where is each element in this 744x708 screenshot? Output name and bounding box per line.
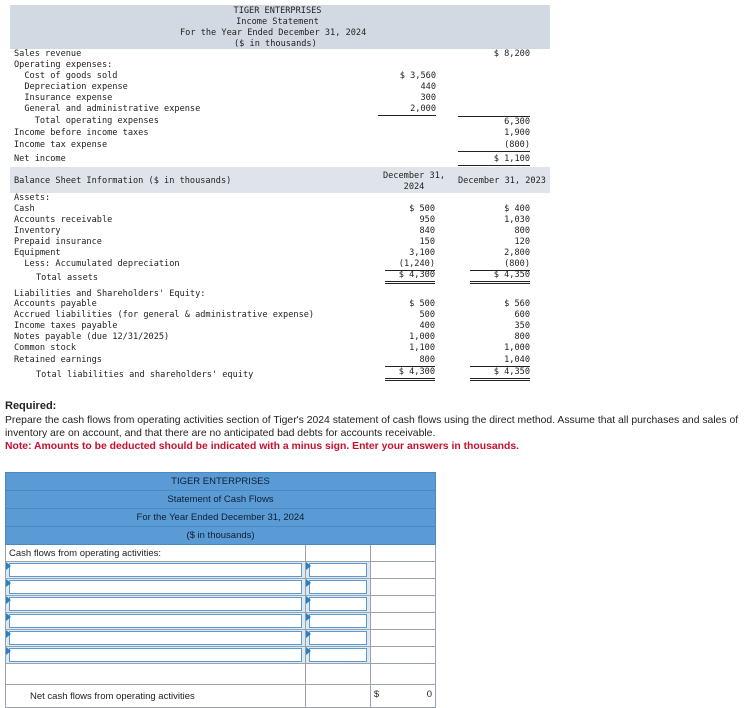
bs-asset-2023: $ 400 (504, 204, 530, 214)
required-text: Prepare the cash flows from operating activities section of Tiger's 2024 statement of cash flows using the direct method. Assume that all purchases and sales of inventory are on account, and that there are no anticipated bad debts for accounts receivable. (5, 415, 739, 439)
bs-liab-2023: 1,040 (470, 355, 530, 367)
bs-liab-2023: 600 (514, 310, 530, 320)
bs-liab-label: Retained earnings (14, 355, 102, 365)
cf-line-amount-input[interactable] (305, 596, 370, 613)
required-note: Note: Amounts to be deducted should be indicated with a minus sign. Enter your answers in thousands. (5, 441, 520, 452)
is-row-amount-1: 2,000 (378, 104, 436, 116)
is-row-label: Operating expenses: (14, 60, 113, 70)
is-row-label: Insurance expense (14, 93, 113, 103)
bs-asset-2024: 840 (419, 226, 435, 236)
cf-net-total (370, 685, 435, 708)
bs-liab-2023: 800 (514, 332, 530, 342)
bs-asset-label: Cash (14, 204, 35, 214)
cash-flow-table (5, 472, 436, 708)
bs-asset-label: Accounts receivable (14, 215, 113, 225)
bs-liab-2023: 350 (514, 321, 530, 331)
bs-total-assets-2024: $ 4,300 (385, 270, 435, 284)
cf-line-label-input[interactable] (6, 630, 306, 647)
is-period: For the Year Ended December 31, 2024 (180, 28, 367, 38)
bs-asset-2024: 3,100 (409, 248, 435, 258)
bs-asset-label: Less: Accumulated depreciation (14, 259, 180, 269)
cf-line-label-input[interactable] (6, 647, 306, 664)
bs-liab-label: Notes payable (due 12/31/2025) (14, 332, 170, 342)
is-title: Income Statement (236, 17, 319, 27)
is-company: TIGER ENTERPRISES (233, 6, 322, 16)
bs-liab-2023: $ 560 (504, 299, 530, 309)
bs-assets-heading: Assets: (14, 193, 51, 203)
bs-liab-heading: Liabilities and Shareholders' Equity: (14, 289, 206, 299)
bs-liab-2024: 1,000 (409, 332, 435, 342)
required-title: Required: (5, 400, 57, 412)
bs-col-2023: December 31, 2023 (458, 176, 546, 186)
cf-line-amount-input[interactable] (305, 647, 370, 664)
cf-section-label: Cash flows from operating activities: (6, 545, 306, 562)
bs-asset-2023: 1,030 (504, 215, 530, 225)
bs-asset-2024: 150 (419, 237, 435, 247)
bs-total-assets-2023: $ 4,350 (470, 270, 530, 284)
bs-total-assets-label: Total assets (36, 273, 99, 283)
bs-liab-2024: $ 500 (409, 299, 435, 309)
bs-asset-2023: 120 (514, 237, 530, 247)
is-units: ($ in thousands) (234, 39, 317, 49)
is-row-amount-1: 440 (420, 82, 436, 92)
cf-line-label-input[interactable] (6, 562, 306, 579)
is-row-label: Net income (14, 154, 66, 164)
is-row-label: Income before income taxes (14, 128, 149, 138)
bs-asset-label: Equipment (14, 248, 61, 258)
bs-asset-2024: (1,240) (385, 259, 435, 271)
bs-asset-2024: $ 500 (409, 204, 435, 214)
bs-asset-label: Inventory (14, 226, 61, 236)
cf-line-label-input[interactable] (6, 613, 306, 630)
cf-line-amount-input[interactable] (305, 579, 370, 596)
is-row-amount-1: $ 3,560 (399, 71, 436, 81)
bs-liab-2024: 800 (385, 355, 435, 367)
is-row-label: Sales revenue (14, 49, 82, 59)
is-row-amount-2: $ 8,200 (493, 49, 530, 59)
bs-liab-2024: 400 (419, 321, 435, 331)
cf-net-value: 0 (426, 689, 432, 700)
cf-line-label-input[interactable] (6, 579, 306, 596)
bs-asset-2023: 2,800 (504, 248, 530, 258)
is-row-amount-2: 6,300 (458, 116, 530, 128)
is-row-label: Total operating expenses (14, 116, 159, 126)
is-row-amount-2: 1,900 (504, 128, 530, 138)
is-row-amount-1: 300 (420, 93, 436, 103)
is-row-label: Depreciation expense (14, 82, 128, 92)
cf-net-currency: $ (373, 689, 380, 700)
bs-liab-label: Accrued liabilities (for general & administrative expense) (14, 310, 315, 320)
bs-asset-label: Prepaid insurance (14, 237, 102, 247)
cf-title: Statement of Cash Flows (6, 491, 436, 509)
cf-line-amount-input[interactable] (305, 613, 370, 630)
bs-asset-2024: 950 (419, 215, 435, 225)
bs-total-liab-2023: $ 4,350 (470, 367, 530, 381)
cf-line-amount-input[interactable] (305, 562, 370, 579)
bs-liab-2023: 1,000 (504, 343, 530, 353)
is-row-amount-2: (800) (458, 140, 530, 152)
cf-company: TIGER ENTERPRISES (6, 473, 436, 491)
bs-liab-label: Common stock (14, 343, 77, 353)
cf-units: ($ in thousands) (6, 527, 436, 545)
bs-col-2024-line1: December 31, (382, 171, 446, 181)
bs-total-liab-2024: $ 4,300 (385, 367, 435, 381)
cf-line-label-input[interactable] (6, 596, 306, 613)
cf-period: For the Year Ended December 31, 2024 (6, 509, 436, 527)
bs-liab-2024: 1,100 (409, 343, 435, 353)
bs-liab-label: Income taxes payable (14, 321, 118, 331)
cf-net-label: Net cash flows from operating activities (6, 685, 306, 708)
is-row-amount-2: $ 1,100 (458, 154, 530, 168)
bs-total-liab-label: Total liabilities and shareholders' equity (36, 370, 254, 380)
bs-liab-label: Accounts payable (14, 299, 97, 309)
bs-col-2024-line2: 2024 (403, 182, 425, 192)
is-row-label: Income tax expense (14, 140, 108, 150)
cf-line-amount-input[interactable] (305, 630, 370, 647)
is-row-label: General and administrative expense (14, 104, 201, 114)
bs-asset-2023: 800 (514, 226, 530, 236)
bs-liab-2024: 500 (419, 310, 435, 320)
is-row-label: Cost of goods sold (14, 71, 118, 81)
bs-asset-2023: (800) (470, 259, 530, 271)
bs-title: Balance Sheet Information ($ in thousands) (14, 176, 232, 186)
